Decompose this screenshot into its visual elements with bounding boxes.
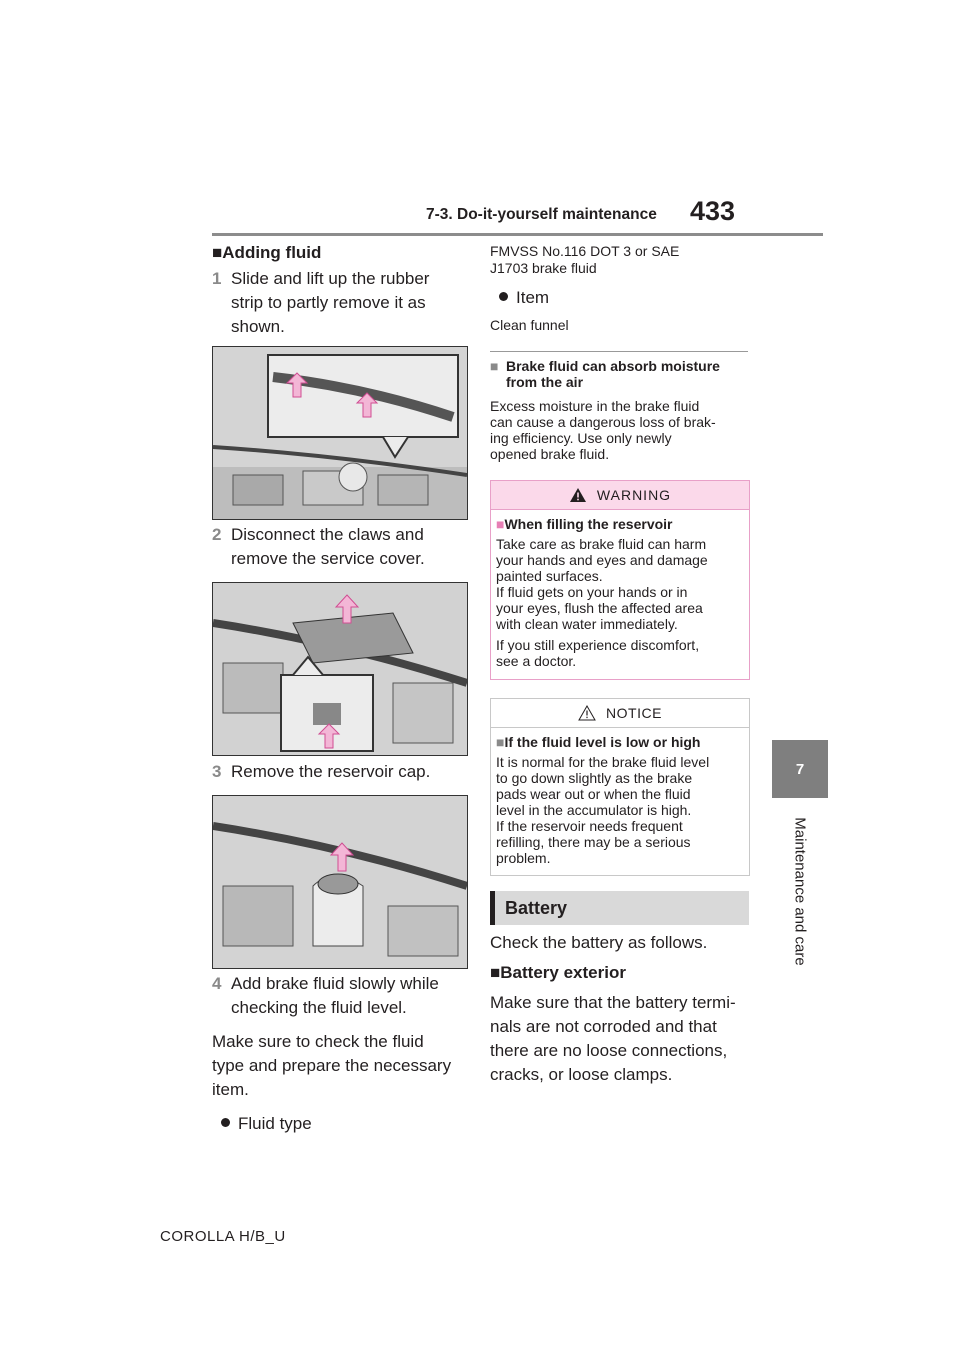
step-number: 1 [212,269,222,288]
warning-heading: ■When filling the reservoir [496,516,673,532]
step-2 [212,523,472,571]
battery-exterior-heading: ■Battery exterior [490,963,626,982]
moisture-body: Excess moisture in the brake fluid can cause a dangerous loss of brak- ing efficiency. Use only newly opened brake fluid. [490,398,716,462]
adding-fluid-block [212,241,472,339]
square-bullet-icon: ■ [496,516,505,532]
item-value: Clean funnel [490,317,569,333]
square-bullet-icon: ■ [496,734,505,750]
moisture-heading: ■ Brake fluid can absorb moisture from the air [490,358,720,390]
section-title: 7-3. Do-it-yourself maintenance [426,206,657,223]
fluid-type-line: J1703 brake fluid [490,260,597,276]
figure-reservoir-cap [212,795,468,969]
step-text: Disconnect the claws and [231,525,424,544]
warning-triangle-icon [569,487,587,503]
bullet-icon [221,1118,230,1127]
notice-body [491,728,749,866]
step-text: Remove the reservoir cap. [231,762,431,781]
figure-service-cover [212,582,468,756]
step-3 [212,760,472,784]
step-1 [212,267,472,339]
notice-header [491,699,749,728]
paragraph-line: item. [212,1080,249,1099]
step-4 [212,972,474,1020]
warning-paragraph: Take care as brake fluid can harm your hands and eyes and damage painted surfaces. If fluid gets on your hands or in your eyes, flush the affected area with clean water immediately. [496,536,708,632]
figure-rubber-strip [212,346,468,520]
footer-model: COROLLA H/B_U [160,1228,286,1245]
chapter-tab-label [772,806,828,976]
battery-section-title: Battery [490,891,749,925]
warning-header [491,481,749,510]
paragraph-line: Make sure to check the fluid [212,1032,424,1051]
warning-title: WARNING [596,487,672,503]
step-number: 3 [212,762,222,781]
paragraph-line: type and prepare the necessary [212,1056,452,1075]
chapter-tab-number: 7 [772,740,828,798]
battery-block [490,931,752,1087]
fluid-type-line: FMVSS No.116 DOT 3 or SAE [490,243,680,259]
square-bullet-icon: ■ [212,243,223,262]
fluid-type-value [490,243,750,277]
header-rule [212,233,823,236]
warning-body [491,510,749,669]
caution-triangle-icon [578,705,596,721]
notice-paragraph: It is normal for the brake fluid level to go down slightly as the brake pads wear out or when the fluid level in the accumulator is high. If the reservoir needs frequent refilling, there may be a serious problem. [496,754,710,866]
warning-box [490,480,750,680]
step-text: checking the fluid level. [231,998,407,1017]
step-text: remove the service cover. [231,549,425,568]
square-bullet-icon: ■ [490,358,499,374]
item-bullet: Item [497,286,549,310]
step-text: strip to partly remove it as [231,293,426,312]
battery-exterior-body: Make sure that the battery termi- nals are not corroded and that there are no loose connections, cracks, or loose clamps. [490,993,736,1084]
step-text: Add brake fluid slowly while [231,974,439,993]
square-bullet-icon: ■ [490,963,501,982]
divider [490,351,748,352]
notice-heading: ■If the fluid level is low or high [496,734,701,750]
page-number: 433 [690,196,736,226]
step-text: shown. [231,317,285,336]
chapter-label-text: Maintenance and care [791,816,809,966]
notice-box [490,698,750,876]
step-4-block [212,972,474,1136]
step-2-block [212,523,472,571]
warning-paragraph: If you still experience discomfort, see a doctor. [496,637,700,669]
battery-intro: Check the battery as follows. [490,933,708,952]
moisture-note [490,358,752,462]
step-text: Slide and lift up the rubber [231,269,430,288]
notice-title: NOTICE [606,705,662,721]
bullet-icon [499,292,508,301]
fluid-type-bullet: Fluid type [212,1112,474,1136]
step-number: 4 [212,974,222,993]
adding-fluid-heading: ■Adding fluid [212,243,322,262]
step-number: 2 [212,525,222,544]
fluid-check-paragraph [212,1030,474,1102]
step-3-block [212,760,472,784]
